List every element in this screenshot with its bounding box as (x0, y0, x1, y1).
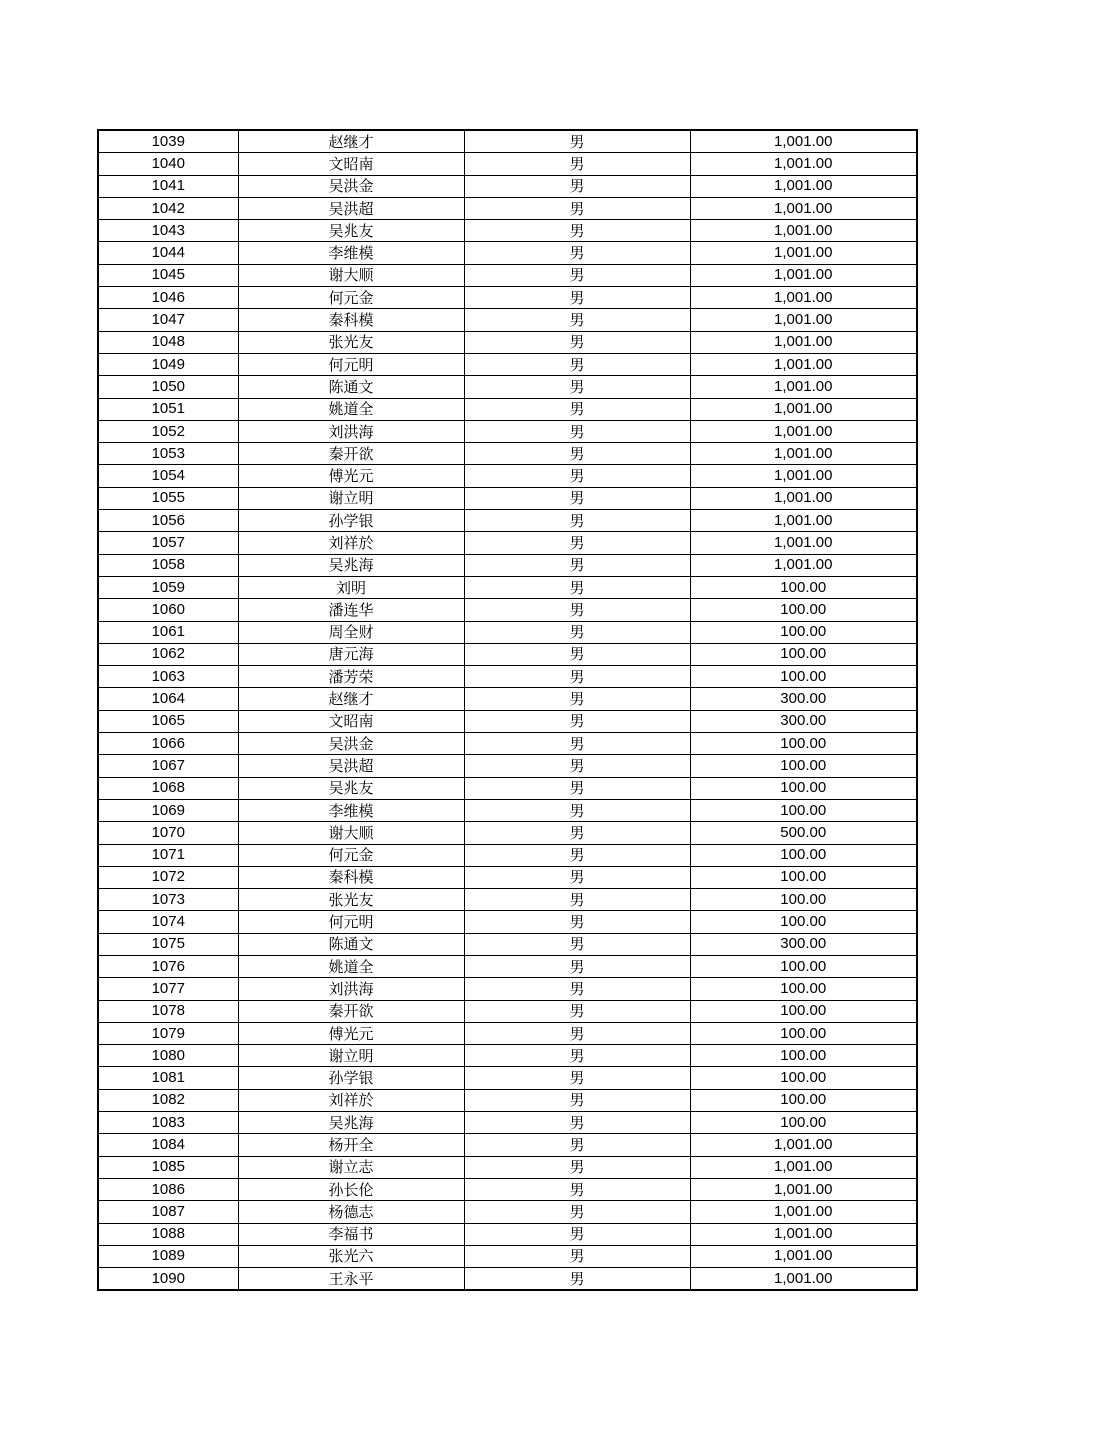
cell-amount: 100.00 (690, 955, 917, 977)
table-row (98, 1112, 917, 1134)
table-row (98, 799, 917, 821)
cell-id: 1077 (98, 978, 238, 1000)
cell-amount: 1,001.00 (690, 220, 917, 242)
cell-id: 1085 (98, 1156, 238, 1178)
cell-gender: 男 (464, 1022, 690, 1044)
cell-amount: 300.00 (690, 933, 917, 955)
table-row (98, 175, 917, 197)
table-row (98, 264, 917, 286)
cell-amount: 100.00 (690, 1067, 917, 1089)
cell-amount: 300.00 (690, 710, 917, 732)
cell-amount: 1,001.00 (690, 153, 917, 175)
cell-name: 张光友 (238, 331, 464, 353)
table-row (98, 978, 917, 1000)
cell-id: 1047 (98, 309, 238, 331)
cell-id: 1048 (98, 331, 238, 353)
cell-name: 赵继才 (238, 130, 464, 153)
cell-name: 文昭南 (238, 710, 464, 732)
cell-amount: 1,001.00 (690, 197, 917, 219)
cell-name: 谢立明 (238, 487, 464, 509)
cell-amount: 1,001.00 (690, 1223, 917, 1245)
cell-amount: 100.00 (690, 666, 917, 688)
cell-gender: 男 (464, 621, 690, 643)
cell-name: 李福书 (238, 1223, 464, 1245)
cell-gender: 男 (464, 889, 690, 911)
cell-gender: 男 (464, 242, 690, 264)
cell-id: 1089 (98, 1245, 238, 1267)
table-row (98, 710, 917, 732)
cell-name: 王永平 (238, 1268, 464, 1291)
cell-name: 秦科模 (238, 866, 464, 888)
cell-name: 秦开欲 (238, 1000, 464, 1022)
cell-id: 1080 (98, 1045, 238, 1067)
table-row (98, 643, 917, 665)
cell-name: 傅光元 (238, 1022, 464, 1044)
cell-id: 1053 (98, 443, 238, 465)
cell-id: 1075 (98, 933, 238, 955)
cell-gender: 男 (464, 532, 690, 554)
cell-name: 秦科模 (238, 309, 464, 331)
cell-amount: 1,001.00 (690, 554, 917, 576)
cell-amount: 100.00 (690, 978, 917, 1000)
cell-id: 1045 (98, 264, 238, 286)
cell-amount: 1,001.00 (690, 353, 917, 375)
table-row (98, 666, 917, 688)
cell-amount: 100.00 (690, 866, 917, 888)
cell-id: 1084 (98, 1134, 238, 1156)
cell-gender: 男 (464, 1245, 690, 1267)
cell-gender: 男 (464, 643, 690, 665)
table-row (98, 153, 917, 175)
table-row (98, 443, 917, 465)
cell-amount: 100.00 (690, 889, 917, 911)
cell-id: 1065 (98, 710, 238, 732)
cell-name: 何元明 (238, 353, 464, 375)
cell-name: 李维模 (238, 799, 464, 821)
cell-gender: 男 (464, 1134, 690, 1156)
cell-gender: 男 (464, 376, 690, 398)
table-row (98, 510, 917, 532)
cell-id: 1052 (98, 420, 238, 442)
cell-gender: 男 (464, 1201, 690, 1223)
cell-gender: 男 (464, 799, 690, 821)
cell-gender: 男 (464, 755, 690, 777)
cell-gender: 男 (464, 175, 690, 197)
cell-name: 孙学银 (238, 1067, 464, 1089)
cell-name: 赵继才 (238, 688, 464, 710)
table-row (98, 576, 917, 598)
cell-gender: 男 (464, 153, 690, 175)
cell-gender: 男 (464, 197, 690, 219)
cell-amount: 1,001.00 (690, 1156, 917, 1178)
cell-amount: 300.00 (690, 688, 917, 710)
cell-name: 刘祥於 (238, 1089, 464, 1111)
table-row (98, 1134, 917, 1156)
cell-name: 何元金 (238, 287, 464, 309)
cell-id: 1044 (98, 242, 238, 264)
table-row (98, 487, 917, 509)
cell-gender: 男 (464, 710, 690, 732)
cell-name: 潘连华 (238, 599, 464, 621)
cell-amount: 1,001.00 (690, 532, 917, 554)
cell-amount: 100.00 (690, 799, 917, 821)
cell-id: 1054 (98, 465, 238, 487)
cell-name: 文昭南 (238, 153, 464, 175)
cell-amount: 1,001.00 (690, 175, 917, 197)
table-row (98, 777, 917, 799)
cell-amount: 1,001.00 (690, 487, 917, 509)
cell-amount: 500.00 (690, 822, 917, 844)
cell-id: 1073 (98, 889, 238, 911)
cell-amount: 1,001.00 (690, 1201, 917, 1223)
cell-name: 秦开欲 (238, 443, 464, 465)
cell-name: 杨开全 (238, 1134, 464, 1156)
cell-name: 刘祥於 (238, 532, 464, 554)
cell-name: 何元明 (238, 911, 464, 933)
cell-amount: 100.00 (690, 755, 917, 777)
cell-amount: 1,001.00 (690, 287, 917, 309)
cell-name: 潘芳荣 (238, 666, 464, 688)
table-row (98, 1223, 917, 1245)
cell-gender: 男 (464, 822, 690, 844)
cell-amount: 1,001.00 (690, 1178, 917, 1200)
cell-amount: 1,001.00 (690, 420, 917, 442)
table-row (98, 955, 917, 977)
cell-name: 吴兆友 (238, 220, 464, 242)
cell-amount: 100.00 (690, 911, 917, 933)
cell-gender: 男 (464, 220, 690, 242)
cell-id: 1060 (98, 599, 238, 621)
cell-gender: 男 (464, 1178, 690, 1200)
table-row (98, 621, 917, 643)
cell-name: 周全财 (238, 621, 464, 643)
cell-name: 陈通文 (238, 933, 464, 955)
table-row (98, 220, 917, 242)
table-row (98, 889, 917, 911)
cell-gender: 男 (464, 777, 690, 799)
cell-amount: 1,001.00 (690, 130, 917, 153)
table-row (98, 599, 917, 621)
table-row (98, 933, 917, 955)
cell-id: 1043 (98, 220, 238, 242)
cell-id: 1074 (98, 911, 238, 933)
cell-gender: 男 (464, 465, 690, 487)
data-table (97, 129, 918, 1291)
cell-name: 姚道全 (238, 398, 464, 420)
cell-gender: 男 (464, 510, 690, 532)
cell-id: 1064 (98, 688, 238, 710)
table-row (98, 398, 917, 420)
cell-name: 吴洪超 (238, 755, 464, 777)
cell-name: 姚道全 (238, 955, 464, 977)
cell-amount: 100.00 (690, 733, 917, 755)
cell-amount: 100.00 (690, 621, 917, 643)
cell-id: 1090 (98, 1268, 238, 1291)
table-row (98, 376, 917, 398)
cell-id: 1056 (98, 510, 238, 532)
table-row (98, 1067, 917, 1089)
cell-amount: 1,001.00 (690, 398, 917, 420)
cell-amount: 100.00 (690, 576, 917, 598)
table-row (98, 822, 917, 844)
table-row (98, 532, 917, 554)
cell-gender: 男 (464, 1223, 690, 1245)
table-row (98, 1000, 917, 1022)
table-row (98, 287, 917, 309)
cell-id: 1072 (98, 866, 238, 888)
cell-amount: 1,001.00 (690, 510, 917, 532)
table-row (98, 197, 917, 219)
cell-id: 1078 (98, 1000, 238, 1022)
table-row (98, 554, 917, 576)
cell-gender: 男 (464, 554, 690, 576)
cell-amount: 1,001.00 (690, 309, 917, 331)
cell-name: 孙学银 (238, 510, 464, 532)
cell-gender: 男 (464, 1156, 690, 1178)
cell-amount: 100.00 (690, 777, 917, 799)
cell-gender: 男 (464, 353, 690, 375)
cell-id: 1081 (98, 1067, 238, 1089)
cell-gender: 男 (464, 264, 690, 286)
cell-amount: 1,001.00 (690, 242, 917, 264)
cell-amount: 1,001.00 (690, 331, 917, 353)
cell-id: 1063 (98, 666, 238, 688)
cell-name: 唐元海 (238, 643, 464, 665)
cell-name: 刘洪海 (238, 420, 464, 442)
cell-gender: 男 (464, 1000, 690, 1022)
cell-gender: 男 (464, 688, 690, 710)
cell-id: 1061 (98, 621, 238, 643)
cell-gender: 男 (464, 443, 690, 465)
table-row (98, 465, 917, 487)
cell-name: 谢大顺 (238, 822, 464, 844)
cell-gender: 男 (464, 1067, 690, 1089)
table-row (98, 1045, 917, 1067)
cell-name: 刘明 (238, 576, 464, 598)
cell-name: 杨德志 (238, 1201, 464, 1223)
cell-name: 刘洪海 (238, 978, 464, 1000)
cell-id: 1086 (98, 1178, 238, 1200)
cell-gender: 男 (464, 576, 690, 598)
cell-id: 1062 (98, 643, 238, 665)
cell-id: 1079 (98, 1022, 238, 1044)
cell-name: 谢立志 (238, 1156, 464, 1178)
cell-gender: 男 (464, 309, 690, 331)
cell-gender: 男 (464, 1268, 690, 1291)
table-row (98, 1022, 917, 1044)
cell-id: 1042 (98, 197, 238, 219)
cell-amount: 1,001.00 (690, 264, 917, 286)
cell-id: 1087 (98, 1201, 238, 1223)
cell-id: 1049 (98, 353, 238, 375)
cell-id: 1051 (98, 398, 238, 420)
cell-gender: 男 (464, 911, 690, 933)
cell-name: 吴兆海 (238, 1112, 464, 1134)
cell-name: 何元金 (238, 844, 464, 866)
table-row (98, 1178, 917, 1200)
table-row (98, 1089, 917, 1111)
cell-name: 吴洪金 (238, 733, 464, 755)
cell-id: 1083 (98, 1112, 238, 1134)
table-row (98, 420, 917, 442)
cell-amount: 1,001.00 (690, 1268, 917, 1291)
cell-gender: 男 (464, 130, 690, 153)
cell-gender: 男 (464, 933, 690, 955)
cell-amount: 1,001.00 (690, 1134, 917, 1156)
cell-id: 1055 (98, 487, 238, 509)
cell-amount: 100.00 (690, 599, 917, 621)
table-row (98, 130, 917, 153)
cell-name: 傅光元 (238, 465, 464, 487)
cell-gender: 男 (464, 398, 690, 420)
cell-gender: 男 (464, 487, 690, 509)
cell-gender: 男 (464, 420, 690, 442)
cell-gender: 男 (464, 978, 690, 1000)
cell-gender: 男 (464, 1045, 690, 1067)
cell-name: 张光六 (238, 1245, 464, 1267)
table-row (98, 331, 917, 353)
cell-gender: 男 (464, 599, 690, 621)
cell-name: 吴洪金 (238, 175, 464, 197)
cell-gender: 男 (464, 844, 690, 866)
cell-gender: 男 (464, 666, 690, 688)
cell-amount: 100.00 (690, 1089, 917, 1111)
cell-name: 吴兆海 (238, 554, 464, 576)
cell-id: 1069 (98, 799, 238, 821)
table-row (98, 1268, 917, 1291)
table-body (98, 130, 917, 1290)
cell-name: 陈通文 (238, 376, 464, 398)
table-row (98, 733, 917, 755)
cell-name: 张光友 (238, 889, 464, 911)
table-row (98, 866, 917, 888)
cell-id: 1082 (98, 1089, 238, 1111)
table-row (98, 242, 917, 264)
cell-name: 李维模 (238, 242, 464, 264)
cell-id: 1057 (98, 532, 238, 554)
cell-name: 谢大顺 (238, 264, 464, 286)
table-row (98, 688, 917, 710)
cell-id: 1050 (98, 376, 238, 398)
table-row (98, 1156, 917, 1178)
table-row (98, 1245, 917, 1267)
cell-id: 1059 (98, 576, 238, 598)
cell-name: 孙长伦 (238, 1178, 464, 1200)
cell-gender: 男 (464, 331, 690, 353)
cell-id: 1068 (98, 777, 238, 799)
cell-id: 1066 (98, 733, 238, 755)
table-row (98, 309, 917, 331)
cell-id: 1088 (98, 1223, 238, 1245)
cell-amount: 100.00 (690, 1112, 917, 1134)
cell-id: 1071 (98, 844, 238, 866)
table-row (98, 1201, 917, 1223)
table-row (98, 353, 917, 375)
cell-id: 1041 (98, 175, 238, 197)
cell-gender: 男 (464, 955, 690, 977)
cell-id: 1067 (98, 755, 238, 777)
cell-name: 谢立明 (238, 1045, 464, 1067)
cell-gender: 男 (464, 1089, 690, 1111)
cell-name: 吴兆友 (238, 777, 464, 799)
cell-gender: 男 (464, 1112, 690, 1134)
cell-amount: 1,001.00 (690, 1245, 917, 1267)
cell-amount: 1,001.00 (690, 465, 917, 487)
cell-gender: 男 (464, 287, 690, 309)
cell-amount: 100.00 (690, 1045, 917, 1067)
cell-amount: 100.00 (690, 1000, 917, 1022)
cell-gender: 男 (464, 866, 690, 888)
cell-gender: 男 (464, 733, 690, 755)
cell-id: 1058 (98, 554, 238, 576)
cell-id: 1076 (98, 955, 238, 977)
cell-id: 1046 (98, 287, 238, 309)
cell-amount: 100.00 (690, 1022, 917, 1044)
cell-amount: 1,001.00 (690, 376, 917, 398)
cell-id: 1039 (98, 130, 238, 153)
cell-amount: 100.00 (690, 643, 917, 665)
cell-amount: 1,001.00 (690, 443, 917, 465)
table-row (98, 911, 917, 933)
cell-id: 1070 (98, 822, 238, 844)
table-row (98, 844, 917, 866)
cell-amount: 100.00 (690, 844, 917, 866)
table-row (98, 755, 917, 777)
cell-id: 1040 (98, 153, 238, 175)
cell-name: 吴洪超 (238, 197, 464, 219)
